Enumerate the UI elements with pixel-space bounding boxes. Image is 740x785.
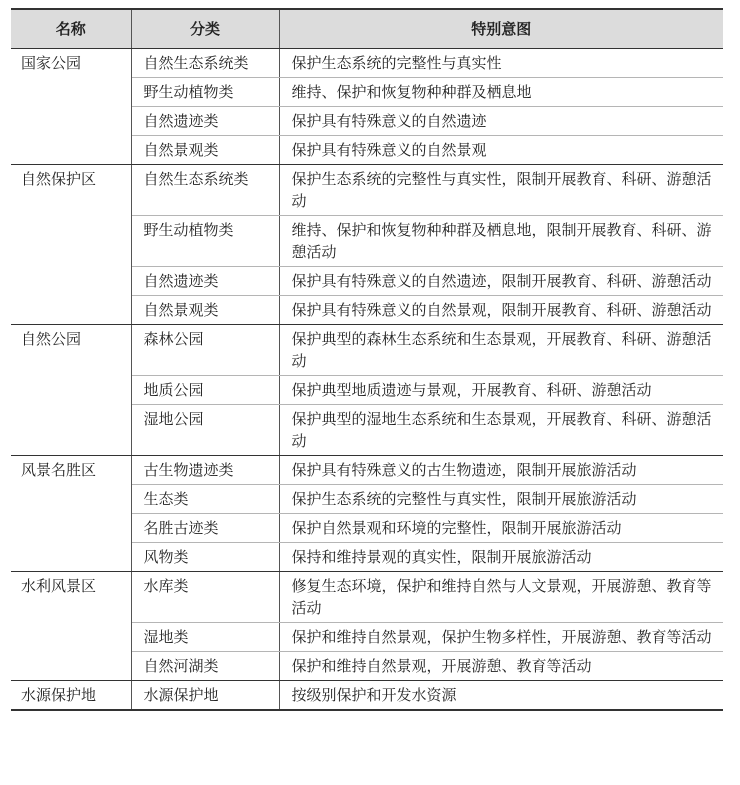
intent-cell: 保护典型的森林生态系统和生态景观，开展教育、科研、游憩活动 <box>279 325 723 376</box>
category-cell: 水库类 <box>131 572 279 623</box>
category-cell: 自然遗迹类 <box>131 267 279 296</box>
intent-cell: 修复生态环境，保护和维持自然与人文景观，开展游憩、教育等活动 <box>279 572 723 623</box>
category-cell: 湿地公园 <box>131 405 279 456</box>
category-cell: 自然河湖类 <box>131 652 279 681</box>
intent-cell: 保持和维持景观的真实性，限制开展旅游活动 <box>279 543 723 572</box>
category-cell: 湿地类 <box>131 623 279 652</box>
category-cell: 野生动植物类 <box>131 78 279 107</box>
group-name-cell: 风景名胜区 <box>11 456 131 572</box>
group-name-cell: 水利风景区 <box>11 572 131 681</box>
intent-cell: 保护生态系统的完整性与真实性，限制开展旅游活动 <box>279 485 723 514</box>
group-name-cell: 自然保护区 <box>11 165 131 325</box>
intent-cell: 保护具有特殊意义的自然景观 <box>279 136 723 165</box>
group-name-cell: 自然公园 <box>11 325 131 456</box>
table-row <box>11 165 723 216</box>
intent-cell: 保护和维持自然景观，保护生物多样性，开展游憩、教育等活动 <box>279 623 723 652</box>
table-row <box>11 325 723 376</box>
classification-table-container <box>11 8 723 711</box>
group-name-cell: 国家公园 <box>11 49 131 165</box>
category-cell: 风物类 <box>131 543 279 572</box>
table-body <box>11 49 723 711</box>
category-cell: 森林公园 <box>131 325 279 376</box>
category-cell: 名胜古迹类 <box>131 514 279 543</box>
intent-cell: 按级别保护和开发水资源 <box>279 681 723 711</box>
header-category: 分类 <box>131 9 279 49</box>
table-header <box>11 9 723 49</box>
category-cell: 自然生态系统类 <box>131 165 279 216</box>
category-cell: 自然遗迹类 <box>131 107 279 136</box>
protected-area-classification-table <box>11 8 723 711</box>
intent-cell: 保护自然景观和环境的完整性，限制开展旅游活动 <box>279 514 723 543</box>
group-name-cell: 水源保护地 <box>11 681 131 711</box>
category-cell: 地质公园 <box>131 376 279 405</box>
header-row <box>11 9 723 49</box>
category-cell: 自然生态系统类 <box>131 49 279 78</box>
category-cell: 水源保护地 <box>131 681 279 711</box>
intent-cell: 保护具有特殊意义的古生物遗迹，限制开展旅游活动 <box>279 456 723 485</box>
intent-cell: 保护具有特殊意义的自然遗迹，限制开展教育、科研、游憩活动 <box>279 267 723 296</box>
intent-cell: 维持、保护和恢复物种种群及栖息地 <box>279 78 723 107</box>
intent-cell: 保护生态系统的完整性与真实性，限制开展教育、科研、游憩活动 <box>279 165 723 216</box>
category-cell: 自然景观类 <box>131 136 279 165</box>
category-cell: 古生物遗迹类 <box>131 456 279 485</box>
category-cell: 野生动植物类 <box>131 216 279 267</box>
table-row <box>11 49 723 78</box>
intent-cell: 保护具有特殊意义的自然景观，限制开展教育、科研、游憩活动 <box>279 296 723 325</box>
intent-cell: 保护典型的湿地生态系统和生态景观，开展教育、科研、游憩活动 <box>279 405 723 456</box>
header-intent: 特别意图 <box>279 9 723 49</box>
intent-cell: 维持、保护和恢复物种种群及栖息地，限制开展教育、科研、游憩活动 <box>279 216 723 267</box>
table-row <box>11 456 723 485</box>
table-row <box>11 572 723 623</box>
category-cell: 自然景观类 <box>131 296 279 325</box>
category-cell: 生态类 <box>131 485 279 514</box>
intent-cell: 保护生态系统的完整性与真实性 <box>279 49 723 78</box>
intent-cell: 保护典型地质遗迹与景观，开展教育、科研、游憩活动 <box>279 376 723 405</box>
table-row <box>11 681 723 711</box>
header-name: 名称 <box>11 9 131 49</box>
intent-cell: 保护和维持自然景观，开展游憩、教育等活动 <box>279 652 723 681</box>
intent-cell: 保护具有特殊意义的自然遗迹 <box>279 107 723 136</box>
